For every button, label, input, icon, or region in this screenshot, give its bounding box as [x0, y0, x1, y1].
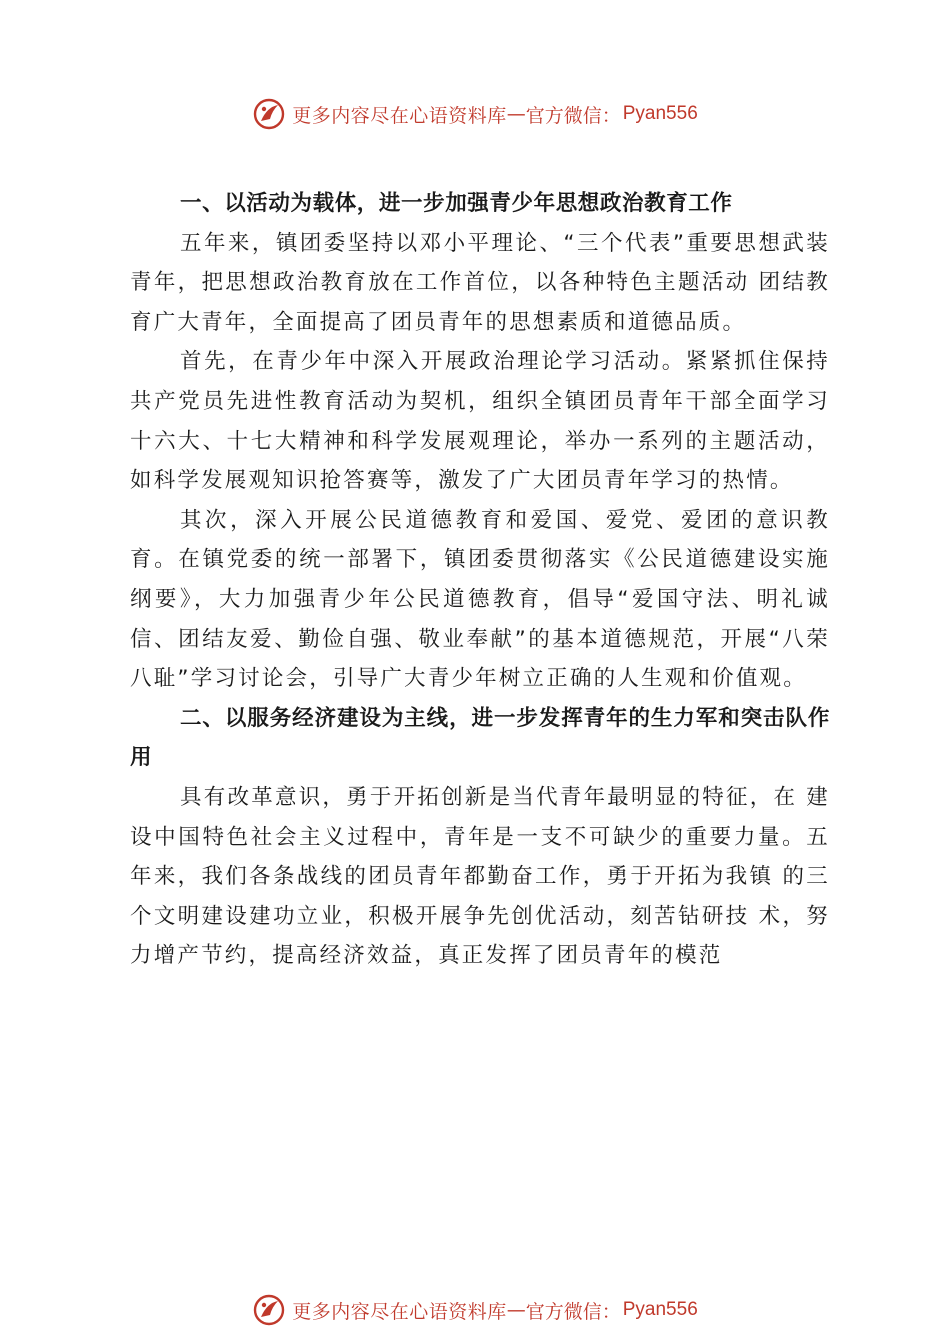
- banner-wechat-label: 官方微信：: [525, 1300, 621, 1323]
- banner-separator: —: [506, 103, 526, 125]
- banner-wechat-id: Pyan556: [622, 103, 698, 124]
- section-heading-2: 二、以服务经济建设为主线，进一步发挥青年的生力军和突击队作用: [130, 705, 830, 771]
- paragraph-1: 五年来，镇团委坚持以邓小平理论、“三个代表”重要思想武装青年，把思想政治教育放在工作首位，以各种特色主题活动 团结教育广大青年，全面提高了团员青年的思想素质和道德品质。: [130, 230, 830, 335]
- banner-site-name: 更多内容尽在心语资料库: [292, 1300, 507, 1323]
- paragraph-4: 具有改革意识，勇于开拓创新是当代青年最明显的特征，在 建设中国特色社会主义过程中，青年是一支不可缺少的重要力量。五年来，我们各条战线的团员青年都勤奋工作，勇于开拓为我镇 的三个文明建设建功立业，积极开展争先创优活动，刻苦钻研技 术，努力增产节约，提高经济效益，真正发挥了团员青年的模范: [130, 784, 830, 969]
- brand-logo-icon: [252, 1293, 286, 1327]
- section-heading-1: 一、以活动为载体，进一步加强青少年思想政治教育工作: [180, 191, 733, 216]
- banner-wechat-label: 官方微信：: [525, 104, 621, 127]
- banner-site-name: 更多内容尽在心语资料库: [292, 104, 507, 127]
- banner-wechat-id: Pyan556: [622, 1299, 698, 1320]
- document-body: [130, 184, 830, 976]
- banner-separator: —: [506, 1299, 526, 1321]
- header-banner: [0, 94, 950, 134]
- paragraph-3: 其次，深入开展公民道德教育和爱国、爱党、爱团的意识教育。在镇党委的统一部署下，镇团委贯彻落实《公民道德建设实施纲要》，大力加强青少年公民道德教育，倡导“爱国守法、明礼诚信、团结友爱、勤俭自强、敬业奉献”的基本道德规范，开展“八荣八耻”学习讨论会，引导广大青少年树立正确的人生观和价值观。: [130, 507, 830, 692]
- paragraph-2: 首先，在青少年中深入开展政治理论学习活动。紧紧抓住保持共产党员先进性教育活动为契机，组织全镇团员青年干部全面学习十六大、十七大精神和科学发展观理论，举办一系列的主题活动，如科学发展观知识抢答赛等，激发了广大团员青年学习的热情。: [130, 349, 830, 494]
- footer-banner: [0, 1290, 950, 1330]
- brand-logo-icon: [252, 97, 286, 131]
